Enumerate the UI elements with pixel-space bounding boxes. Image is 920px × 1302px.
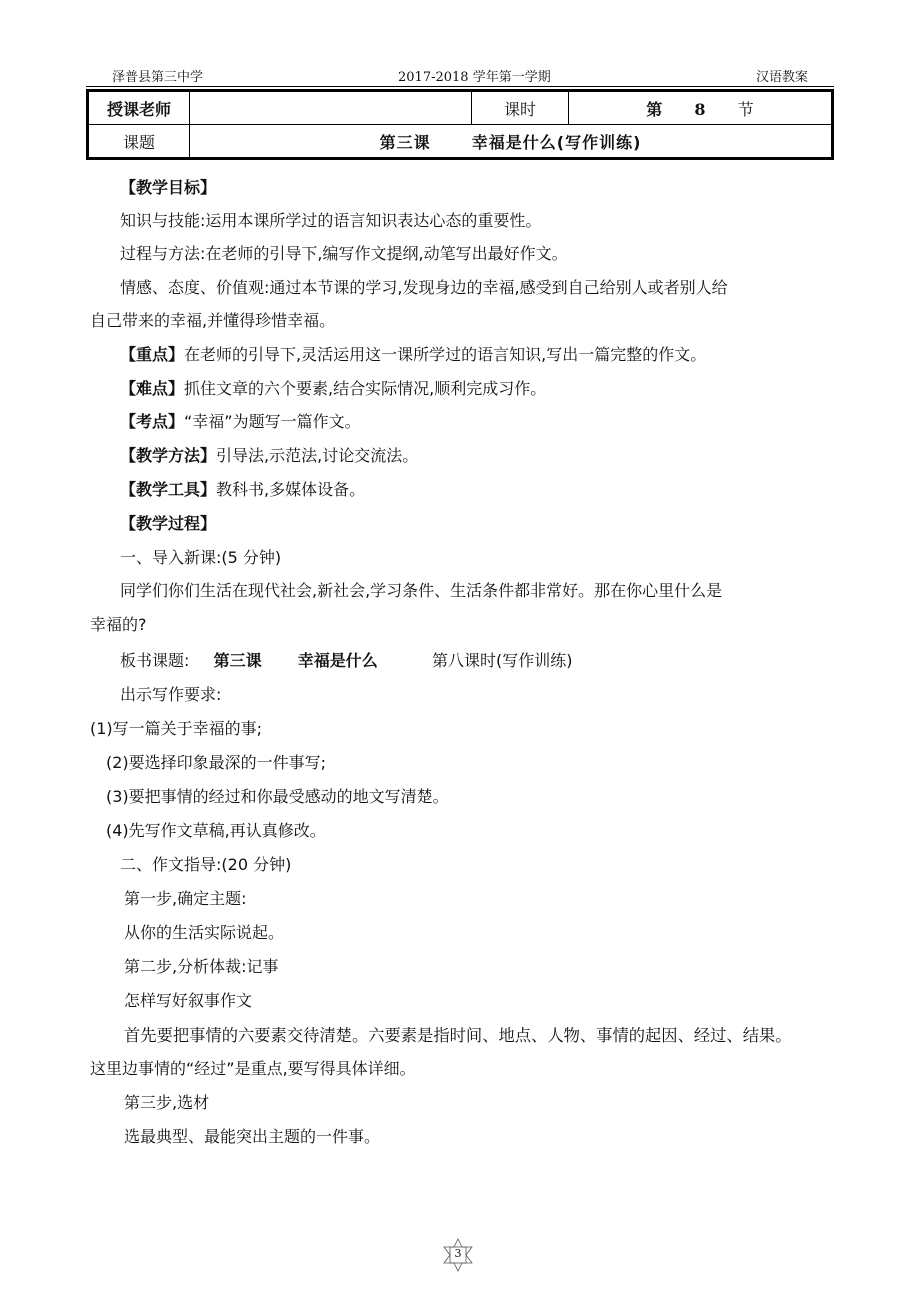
guide-step2-detail-line1: 首先要把事情的六要素交待清楚。六要素是指时间、地点、人物、事情的起因、经过、结果。 bbox=[124, 1026, 792, 1045]
teacher-value bbox=[190, 91, 472, 125]
topic-cell bbox=[190, 125, 833, 159]
tools-label: 【教学工具】 bbox=[120, 480, 217, 499]
header-rule bbox=[86, 86, 834, 87]
header-doc-type: 汉语教案 bbox=[756, 70, 809, 85]
intro-line1: 同学们你们生活在现代社会,新社会,学习条件、生活条件都非常好。那在你心里什么是 bbox=[120, 581, 723, 600]
teaching-method bbox=[120, 443, 418, 466]
method-text: 引导法,示范法,讨论交流法。 bbox=[216, 446, 419, 465]
guide-step2-text: 怎样写好叙事作文 bbox=[124, 991, 253, 1010]
goal-emotion-line1: 情感、态度、价值观:通过本节课的学习,发现身边的幸福,感受到自己给别人或者别人给 bbox=[120, 278, 728, 297]
period-suffix: 节 bbox=[737, 99, 754, 119]
intro-line2: 幸福的? bbox=[90, 615, 147, 634]
requirements-heading: 出示写作要求: bbox=[120, 685, 222, 704]
period-cell bbox=[569, 91, 833, 125]
requirement-3: (3)要把事情的经过和你最受感动的地文写清楚。 bbox=[106, 787, 449, 806]
step1-heading: 一、导入新课:(5 分钟) bbox=[120, 548, 282, 567]
guide-step1-text: 从你的生活实际说起。 bbox=[124, 923, 285, 942]
key-point bbox=[120, 342, 706, 365]
teaching-tools bbox=[120, 477, 365, 500]
goals-heading: 【教学目标】 bbox=[120, 178, 217, 197]
difficulty-point bbox=[120, 376, 546, 399]
board-topic bbox=[120, 648, 573, 671]
period-label: 课时 bbox=[472, 91, 569, 125]
goal-emotion-line2: 自己带来的幸福,并懂得珍惜幸福。 bbox=[90, 311, 336, 330]
guide-step1: 第一步,确定主题: bbox=[124, 889, 247, 908]
guide-step2-detail-line2: 这里边事情的“经过”是重点,要写得具体详细。 bbox=[90, 1059, 416, 1078]
process-heading: 【教学过程】 bbox=[120, 514, 217, 533]
page-number: 3 bbox=[454, 1247, 462, 1260]
header-school: 泽普县第三中学 bbox=[112, 70, 204, 85]
exam-label: 【考点】 bbox=[120, 412, 185, 431]
period-number: 8 bbox=[694, 99, 706, 119]
topic-lesson: 第三课 bbox=[379, 132, 431, 152]
exam-point bbox=[120, 409, 361, 432]
key-label: 【重点】 bbox=[120, 345, 185, 364]
difficulty-label: 【难点】 bbox=[120, 379, 185, 398]
exam-text: “幸福”为题写一篇作文。 bbox=[184, 412, 361, 431]
board-period: 第八课时(写作训练) bbox=[432, 651, 573, 670]
guide-step3-text: 选最典型、最能突出主题的一件事。 bbox=[124, 1127, 381, 1146]
step2-heading: 二、作文指导:(20 分钟) bbox=[120, 855, 292, 874]
board-title: 幸福是什么 bbox=[297, 651, 378, 670]
requirement-1: (1)写一篇关于幸福的事; bbox=[90, 719, 263, 738]
board-lesson: 第三课 bbox=[213, 651, 262, 670]
requirement-4: (4)先写作文草稿,再认真修改。 bbox=[106, 821, 326, 840]
period-prefix: 第 bbox=[646, 99, 663, 119]
goal-process: 过程与方法:在老师的引导下,编写作文提纲,动笔写出最好作文。 bbox=[120, 244, 568, 263]
goal-knowledge: 知识与技能:运用本课所学过的语言知识表达心态的重要性。 bbox=[120, 211, 542, 230]
header-term: 2017-2018 学年第一学期 bbox=[398, 70, 551, 85]
tools-text: 教科书,多媒体设备。 bbox=[216, 480, 366, 499]
guide-step3: 第三步,选材 bbox=[124, 1093, 210, 1112]
method-label: 【教学方法】 bbox=[120, 446, 217, 465]
teacher-label: 授课老师 bbox=[88, 91, 190, 125]
guide-step2: 第二步,分析体裁:记事 bbox=[124, 957, 279, 976]
lesson-info-table bbox=[86, 89, 834, 160]
requirement-2: (2)要选择印象最深的一件事写; bbox=[106, 753, 327, 772]
page-number-ornament bbox=[441, 1238, 475, 1272]
key-text: 在老师的引导下,灵活运用这一课所学过的语言知识,写出一篇完整的作文。 bbox=[184, 345, 707, 364]
topic-title: 幸福是什么(写作训练) bbox=[471, 132, 642, 152]
board-label: 板书课题: bbox=[120, 651, 190, 670]
topic-label: 课题 bbox=[88, 125, 190, 159]
difficulty-text: 抓住文章的六个要素,结合实际情况,顺利完成习作。 bbox=[184, 379, 547, 398]
